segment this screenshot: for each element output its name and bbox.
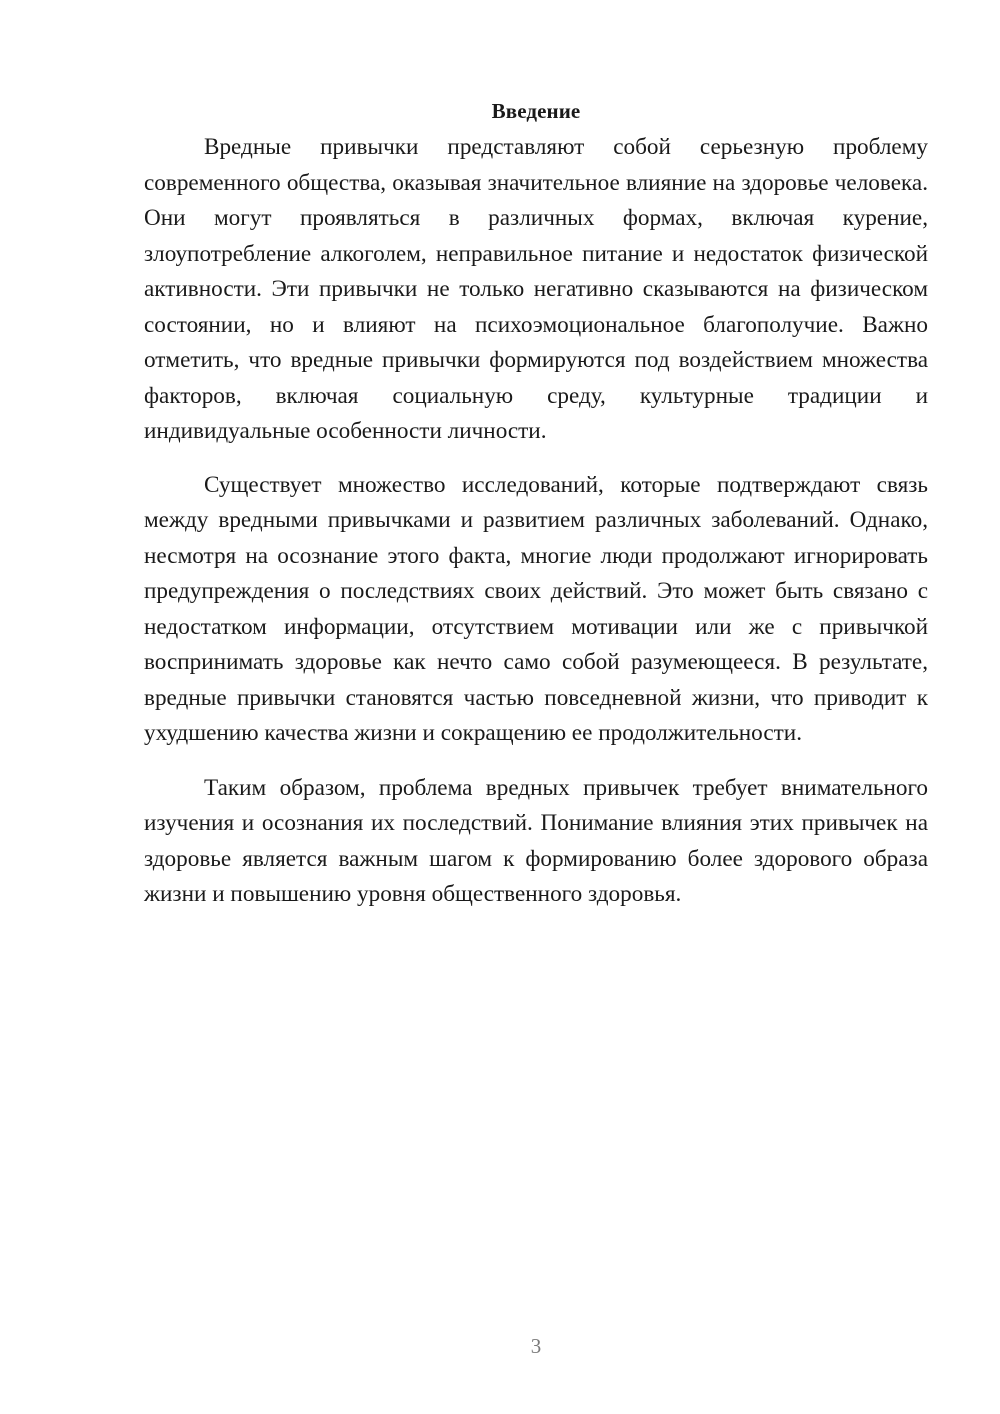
paragraph-2: Существует множество исследований, которые подтверждают связь между вредными привычками и развитием различных заболеваний. Однако, несмотря на осознание этого факта, многие люди продолжают игнорировать предупреждения о последствиях своих действий. Это может быть связано с недостатком информации, отсутствием мотивации или же с привычкой воспринимать здоровье как нечто само собой разумеющееся. В результате, вредные привычки становятся частью повседневной жизни, что приводит к ухудшению качества жизни и сокращению ее продолжительности.: [144, 471, 928, 746]
paragraph-3: Таким образом, проблема вредных привычек требует внимательного изучения и осознания их последствий. Понимание влияния этих привычек на здоровье является важным шагом к формированию более здорового образа жизни и повышению уровня общественного здоровья.: [144, 774, 928, 907]
page-number: 3: [530, 1334, 542, 1358]
paragraph-1: Вредные привычки представляют собой серьезную проблему современного общества, оказывая значительное влияние на здоровье человека. Они могут проявляться в различных формах, включая курение, злоупотребление алкоголем, неправильное питание и недостаток физической активности. Эти привычки не только негативно сказываются на физическом состоянии, но и влияют на психоэмоциональное благополучие. Важно отметить, что вредные привычки формируются под воздействием множества факторов, включая социальную среду, культурные традиции и индивидуальные особенности личности.: [144, 134, 928, 444]
page-content: [144, 92, 928, 913]
section-title: Введение: [491, 99, 581, 123]
